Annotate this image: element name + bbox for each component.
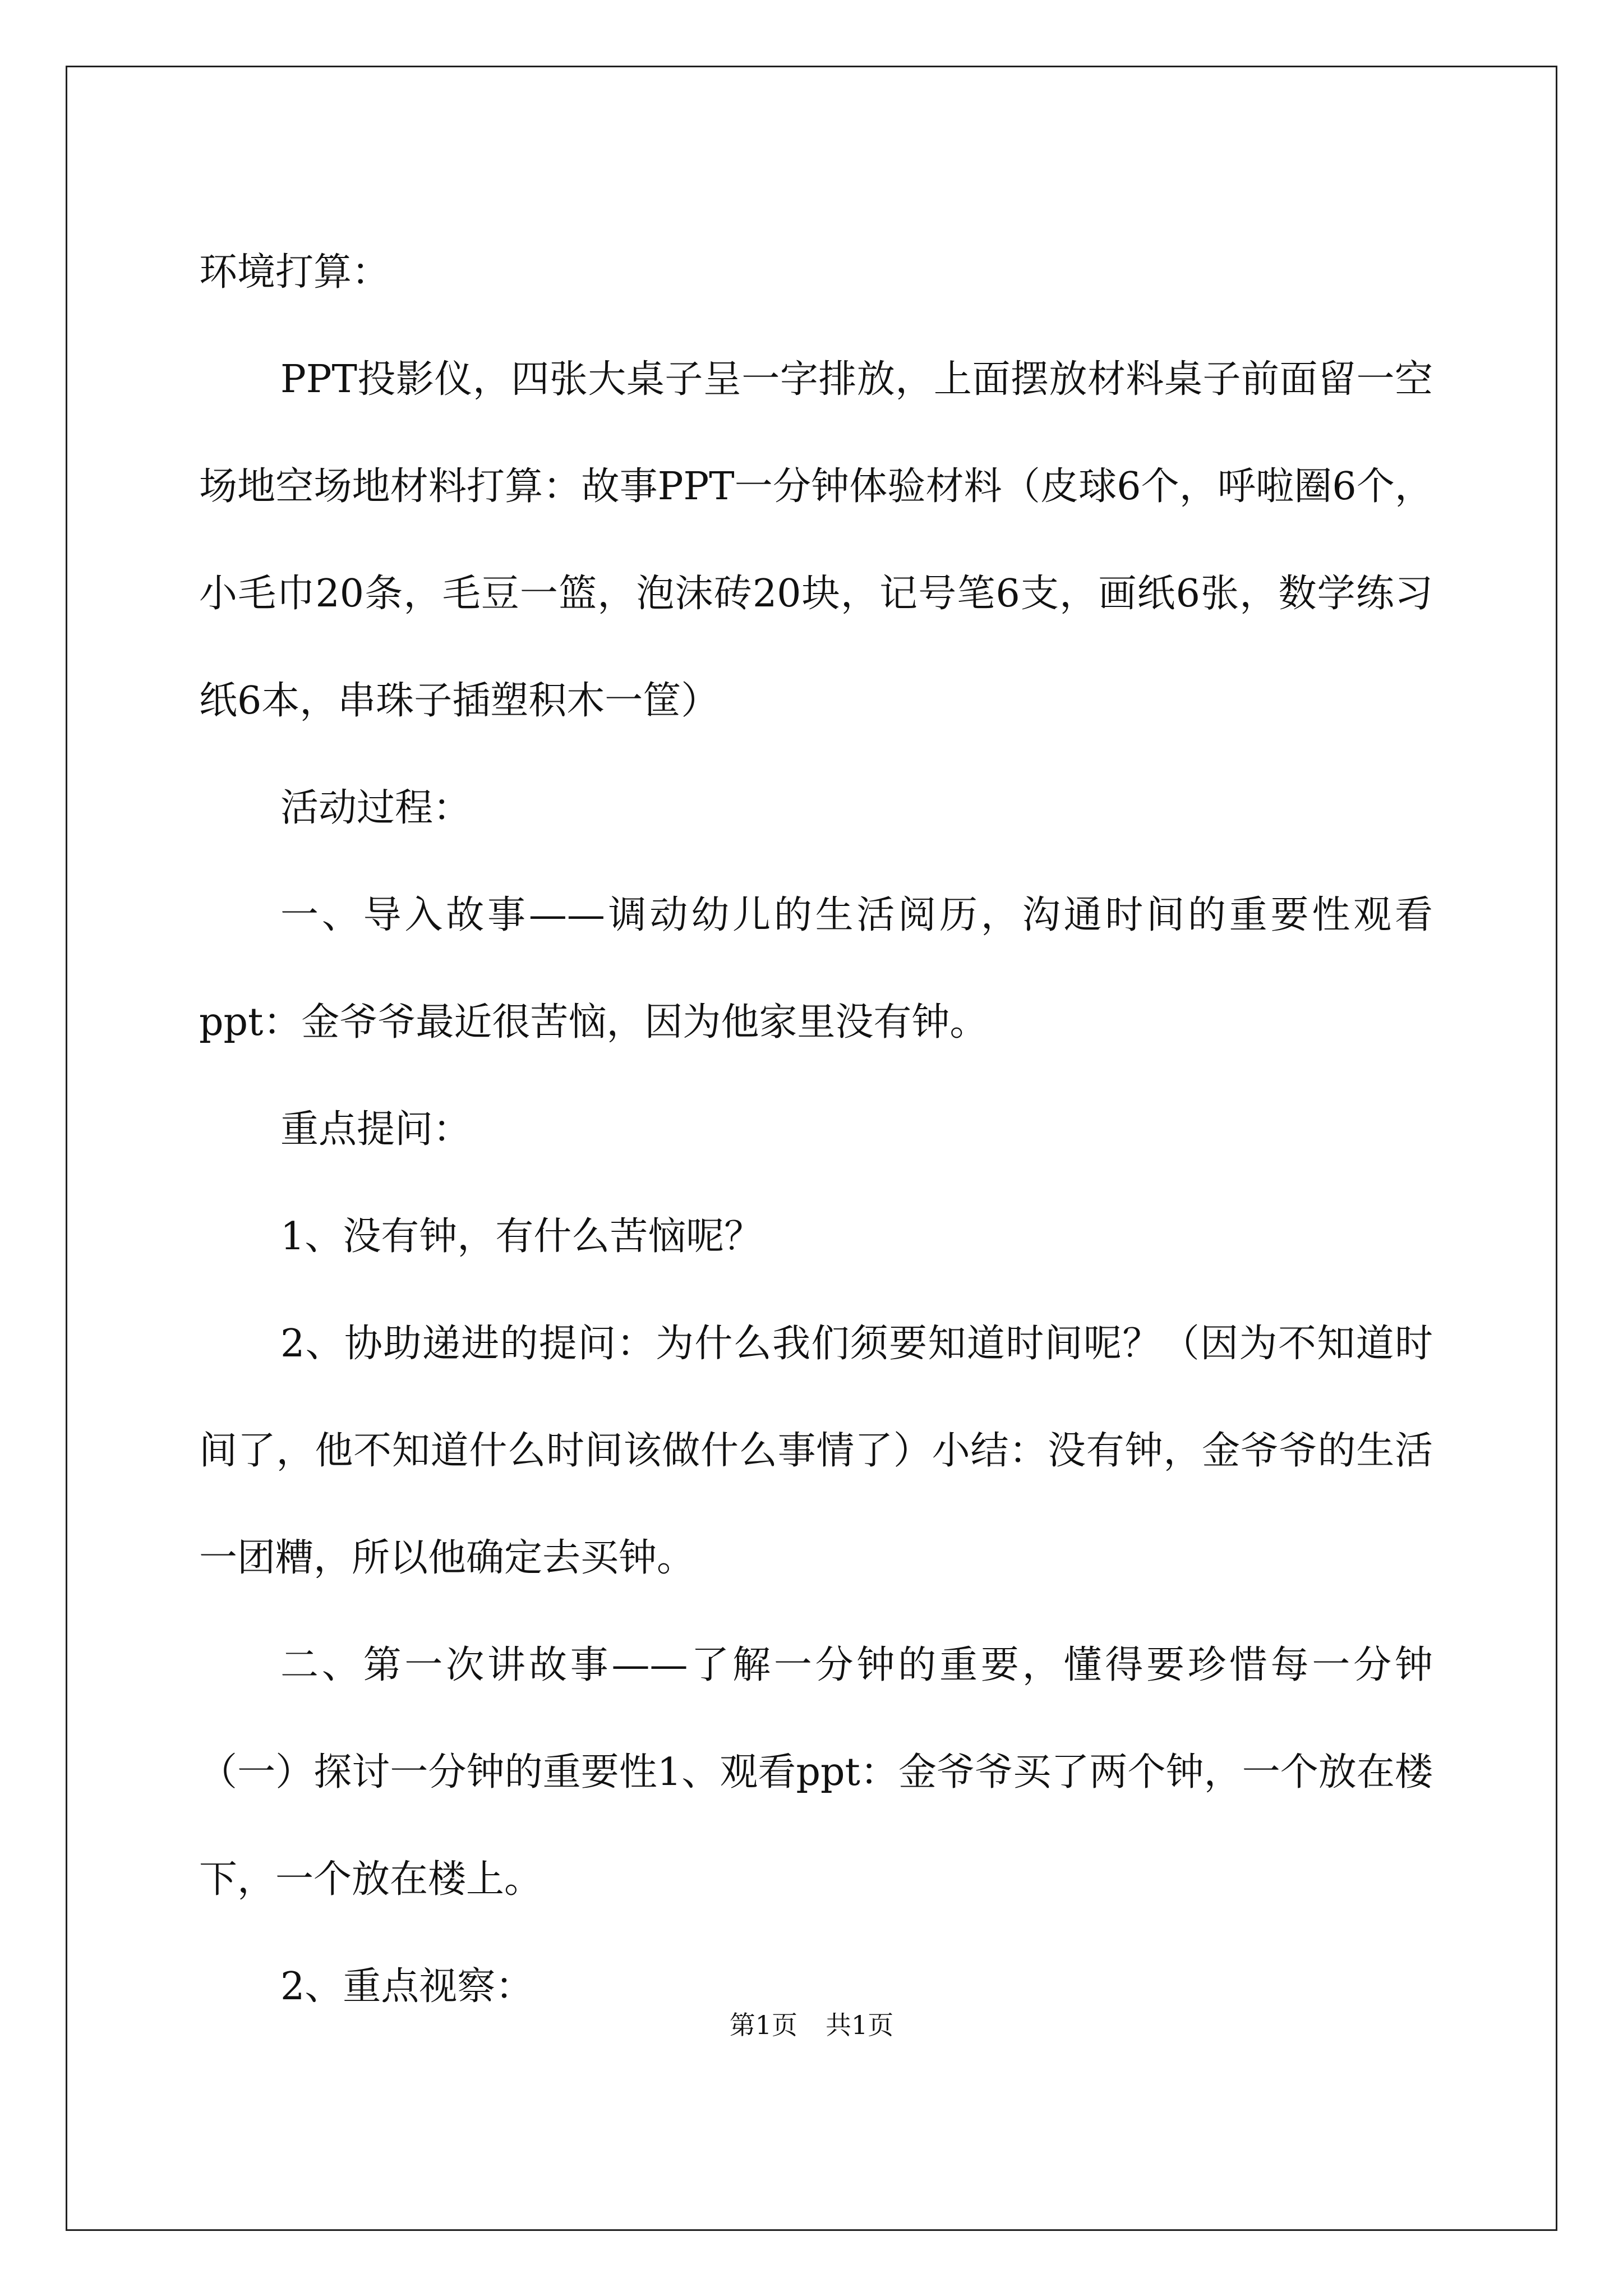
paragraph-question-2: 2、协助递进的提问：为什么我们须要知道时间呢？（因为不知道时间了，他不知道什么时间该做什么事情了）小结：没有钟，金爷爷的生活一团糟，所以他确定去买钟。 [199, 1322, 1433, 1580]
page-total: 共1页 [826, 2010, 894, 2040]
document-body [199, 219, 1433, 2040]
paragraph-intro-story: 一、导入故事——调动幼儿的生活阅历，沟通时间的重要性观看ppt：金爷爷最近很苦恼，因为他家里没有钟。 [199, 893, 1433, 1045]
page-footer [0, 2008, 1623, 2042]
paragraph-second-story: 二、第一次讲故事——了解一分钟的重要，懂得要珍惜每一分钟（一）探讨一分钟的重要性1、观看ppt：金爷爷买了两个钟，一个放在楼下，一个放在楼上。 [199, 1643, 1433, 1902]
paragraph-observation: 2、重点视察： [280, 1964, 534, 2009]
paragraph-environment-heading: 环境打算： [199, 250, 390, 295]
paragraph-materials: PPT投影仪，四张大桌子呈一字排放，上面摆放材料桌子前面留一空场地空场地材料打算：故事PPT一分钟体验材料（皮球6个，呼啦圈6个，小毛巾20条，毛豆一篮，泡沫砖20块，记号笔6支，画纸6张，数学练习纸6本，串珠子插塑积木一筐） [199, 357, 1433, 723]
page-number: 第1页 [729, 2010, 797, 2040]
paragraph-question-1: 1、没有钟，有什么苦恼呢？ [280, 1214, 763, 1259]
paragraph-process-heading: 活动过程： [280, 786, 472, 830]
paragraph-key-questions-heading: 重点提问： [280, 1107, 472, 1152]
